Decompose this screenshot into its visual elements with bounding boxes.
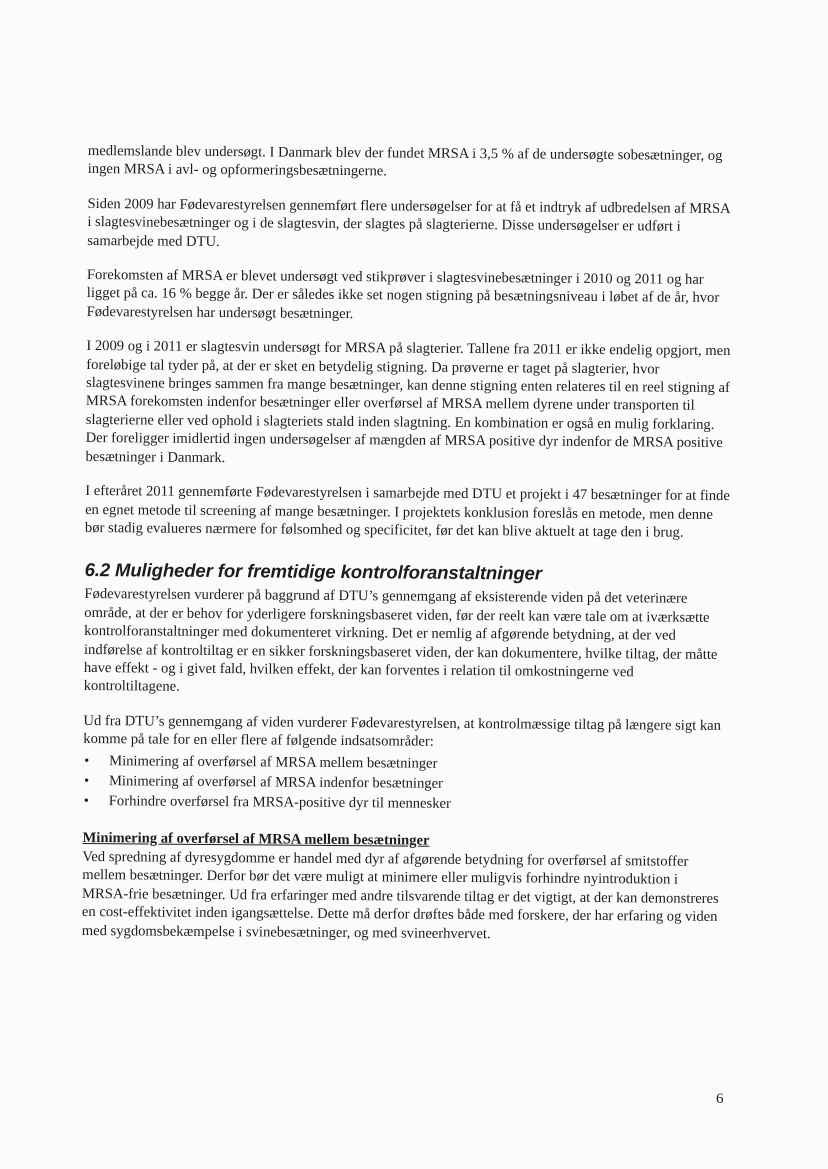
subheading: Minimering af overførsel af MRSA mellem besætninger: [82, 829, 430, 849]
section-heading: 6.2 Muligheder for fremtidige kontrolforanstaltninger: [84, 559, 542, 584]
paragraph-section-2: Ud fra DTU’s gennemgang af viden vurderer Fødevarestyrelsen, at kontrolmæssige tiltag på længere sigt kan komme på tale for en eller flere af følgende indsatsområder:: [83, 712, 721, 750]
paragraph-final: Ved spredning af dyresygdomme er handel med dyr af afgørende betydning for overførsel af smitstoffer mellem besætninger. Derfor bør det være muligt at minimere eller muligvis forhindre nyintroduktion i MRSA-frie besætninger. Ud fra erfaringer med andre tilsvarende tiltag er det vigtigt, at der kan demonstreres en cost-effektivitet inden igangsættelse. Dette må derfor drøftes både med forskere, der har erfaring og viden med sygdomsbekæmpelse i svinebesætninger, og med svineerhvervet.: [81, 848, 719, 942]
paragraph-section-1: Fødevarestyrelsen vurderer på baggrund af DTU’s gennemgang af eksisterende viden på det veterinære område, at der er behov for yderligere forskningsbaseret viden, før der reelt kan være tale om at iværksætte kontrolforanstaltninger med dokumenteret virkning. Det er nemlig af afgørende betydning, at der ved indførelse af kontroltiltag er en sikker forskningsbaseret viden, der kan dokumentere, hvilke tiltag, der måtte have effekt - og i givet fald, hvilken effekt, der kan forventes i relation til omkostningerne ved kontroltiltagene.: [83, 586, 718, 696]
paragraph-intro-1: medlemslande blev undersøgt. I Danmark blev der fundet MRSA i 3,5 % af de undersøgte sobesætninger, og ingen MRSA i avl- og opformeringsbesætningerne.: [87, 142, 723, 180]
bullet-item: • Minimering af overførsel af MRSA indenfor besætninger: [83, 771, 728, 796]
document-page: [82, 142, 733, 961]
page-number: 6: [716, 1091, 724, 1107]
paragraph-intro-2: Siden 2009 har Fødevarestyrelsen gennemført flere undersøgelser for at få et indtryk af udbredelsen af MRSA i slagtesvinebesætninger og i de slagtesvin, der slagtes på slagterierne. Disse undersøgelser er udført i samarbejde med DTU.: [87, 195, 730, 250]
paragraph-intro-5: I efteråret 2011 gennemførte Fødevarestyrelsen i samarbejde med DTU et projekt i 47 besætninger for at finde en egnet metode til screening af mange besætninger. I projektets konklusion foreslås en metode, men denne bør stadig evalueres nærmere for følsomhed og specificitet, før det kan blive aktuelt at tage den i brug.: [84, 483, 730, 541]
paragraph-intro-3: Forekomsten af MRSA er blevet undersøgt ved stikprøver i slagtesvinebesætninger i 2010 og 2011 og har ligget på ca. 16 % begge år. Der er således ikke set nogen stigning på besætningsniveau i løbet af de år, hvor Fødevarestyrelsen har undersøgt besætninger.: [86, 267, 720, 322]
bullet-list: [83, 751, 728, 816]
paragraph-intro-4: I 2009 og i 2011 er slagtesvin undersøgt for MRSA på slagterier. Tallene fra 2011 er ikke endelig opgjort, men foreløbige tal tyder på, at der er sket en betydelig stigning. Da prøverne er taget på slagterier, hvor slagtesvinene bringes sammen fra mange besætninger, kan denne stigning enten relateres til en reel stigning af MRSA forekomsten indenfor besætninger eller overførsel af MRSA mellem dyrene under transporten til slagterierne eller ved ophold i slagteriets stald inden slagtning. En kombination er også en mulig forklaring. Der foreligger imidlertid ingen undersøgelser af mængden af MRSA positive dyr indenfor de MRSA positive besætninger i Danmark.: [85, 338, 731, 466]
bullet-item: • Minimering af overførsel af MRSA mellem besætninger: [83, 751, 728, 776]
bullet-item: • Forhindre overførsel fra MRSA-positive dyr til mennesker: [83, 791, 728, 816]
